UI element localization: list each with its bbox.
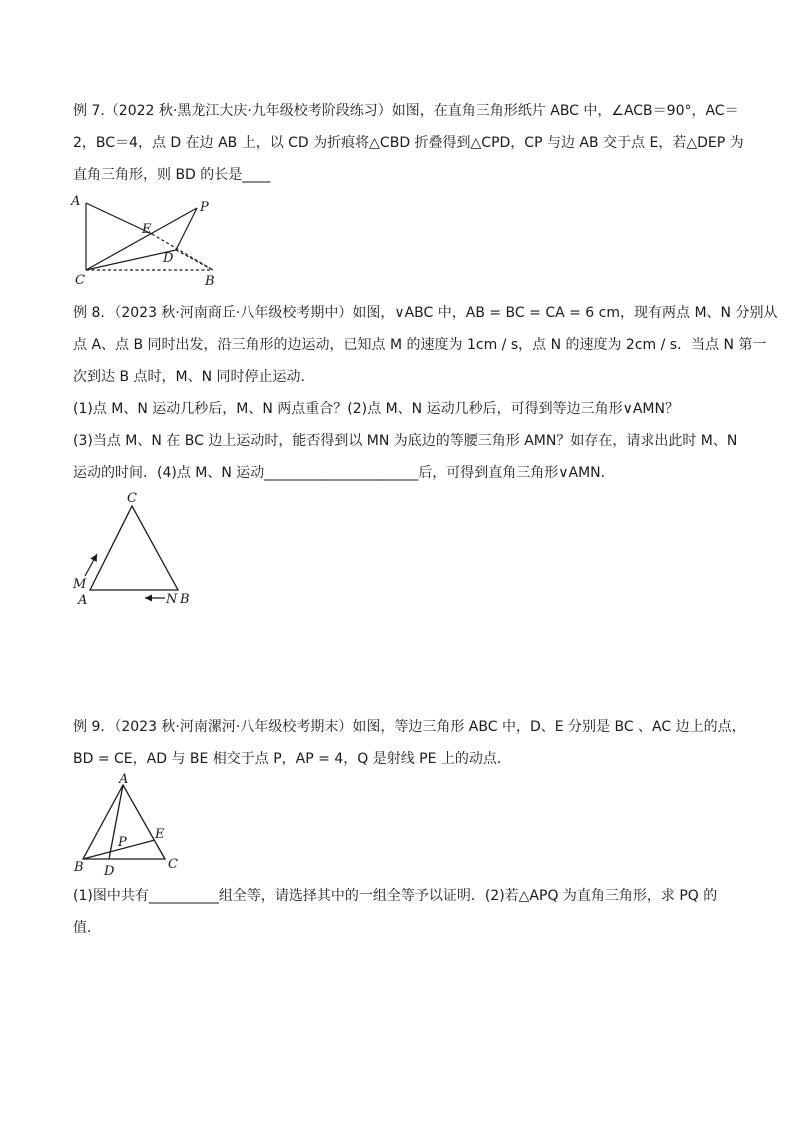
ex7-label-C: C bbox=[75, 273, 85, 288]
ex7-line-2: 2，BC＝4，点 D 在边 AB 上，以 CD 为折痕将△CBD 折叠得到△CPD，CP 与边 AB 交于点 E，若△DEP 为 bbox=[73, 135, 744, 151]
ex7-label-B: B bbox=[205, 274, 215, 289]
ex8-line-2: 点 A、点 B 同时出发，沿三角形的边运动，已知点 M 的速度为 1cm / s，点 N 的速度为 2cm / s．当点 N 第一 bbox=[73, 337, 767, 353]
ex9-label-D: D bbox=[104, 864, 115, 879]
ex8-line-6: 运动的时间．(4)点 M、N 运动______________________后，可得到直角三角形∨AMN． bbox=[73, 465, 615, 481]
ex7-segment-CP bbox=[86, 208, 197, 270]
ex8-line-5: (3)当点 M、N 在 BC 边上运动时，能否得到以 MN 为底边的等腰三角形 AMN？如存在，请求出此时 M、N bbox=[73, 433, 738, 449]
ex9-line-1: 例 9．（2023 秋·河南漯河·八年级校考期末）如图，等边三角形 ABC 中，D、E 分别是 BC 、AC 边上的点， bbox=[73, 719, 746, 735]
ex9-label-B: B bbox=[74, 860, 84, 875]
ex9-label-E: E bbox=[155, 827, 165, 842]
ex7-label-D: D bbox=[163, 251, 174, 266]
ex7-label-P: P bbox=[200, 200, 209, 215]
ex8-label-B: B bbox=[180, 592, 190, 607]
ex8-label-N: N bbox=[166, 592, 178, 607]
ex8-line-4: (1)点 M、N 运动几秒后，M、N 两点重合？(2)点 M、N 运动几秒后，可得到等边三角形∨AMN？ bbox=[73, 401, 679, 417]
ex9-line-2: BD = CE，AD 与 BE 相交于点 P，AP = 4，Q 是射线 PE 上的动点． bbox=[73, 751, 511, 767]
ex9-line-4: 值． bbox=[73, 920, 101, 936]
ex9-figure bbox=[66, 772, 196, 882]
ex8-label-A: A bbox=[78, 593, 88, 608]
ex7-figure bbox=[66, 192, 226, 292]
ex7-segment-DB-dashed bbox=[176, 250, 213, 270]
ex8-line-3: 次到达 B 点时，M、N 同时停止运动． bbox=[73, 369, 315, 385]
ex8-label-M: M bbox=[73, 577, 87, 592]
ex7-segment-EB-dashed bbox=[152, 234, 213, 270]
ex7-line-3: 直角三角形，则 BD 的长是____ bbox=[73, 167, 271, 183]
ex8-arrow-M bbox=[85, 554, 97, 576]
ex9-label-C: C bbox=[168, 857, 178, 872]
ex7-label-E: E bbox=[142, 222, 152, 237]
ex7-label-A: A bbox=[71, 194, 81, 209]
ex8-figure bbox=[66, 490, 206, 610]
ex7-line-1: 例 7.（2022 秋·黑龙江大庆·九年级校考阶段练习）如图，在直角三角形纸片 ABC 中，∠ACB＝90°，AC＝ bbox=[73, 103, 739, 119]
ex8-triangle-ABC bbox=[90, 506, 178, 590]
ex8-label-C: C bbox=[127, 491, 137, 506]
ex9-line-3: (1)图中共有__________组全等，请选择其中的一组全等予以证明．(2)若△APQ 为直角三角形，求 PQ 的 bbox=[73, 888, 718, 904]
ex9-label-A: A bbox=[119, 772, 129, 787]
ex8-line-1: 例 8．（2023 秋·河南商丘·八年级校考期中）如图，∨ABC 中，AB = BC = CA = 6 cm，现有两点 M、N 分别从 bbox=[73, 305, 778, 321]
ex9-label-P: P bbox=[118, 835, 127, 850]
